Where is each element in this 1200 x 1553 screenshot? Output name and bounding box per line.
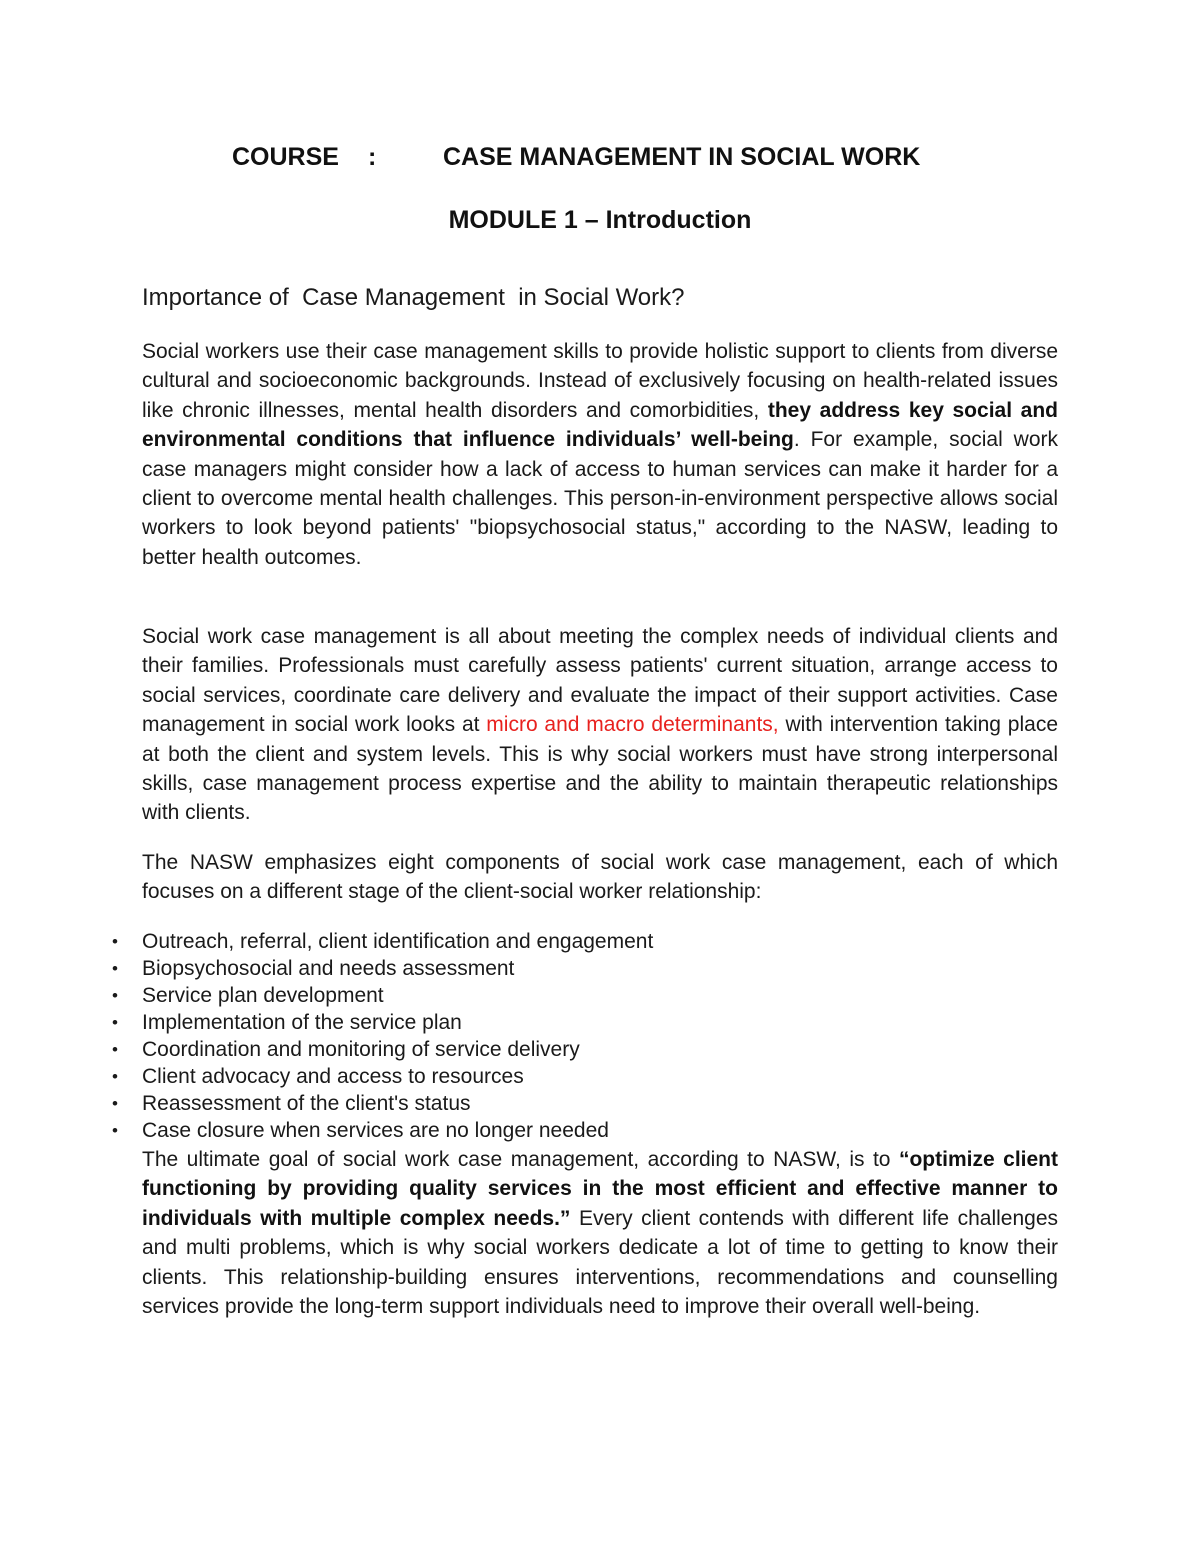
paragraph-nasw-components [142,848,1058,907]
list-item-text: Client advocacy and access to resources [142,1065,524,1088]
paragraph-bold-text: they address key social and environmental conditions that influence individuals’ well-being [142,398,1059,452]
paragraph-text: The NASW emphasizes eight components of social work case management, each of which focuses on a different stage of the client-social worker relationship: [142,851,1058,904]
bullet-icon: • [112,986,118,1005]
paragraph-text: with intervention taking place at both the client and system levels. This is why social workers must have strong interpersonal skills, case management process expertise and the ability to maintain therapeutic relationships with clients. [142,713,1058,825]
bullet-icon: • [112,959,118,978]
paragraph-text: . For example, social work case managers might consider how a lack of access to human services can make it harder for a client to overcome mental health challenges. This person-in-environment perspective allows social workers to look beyond patients' "biopsychosocial status," according to the NASW, leading to better health outcomes. [142,428,1058,569]
paragraph-text: Social work case management is all about meeting the complex needs of individual clients and their families. Professionals must carefully assess patients' current situation, arrange access to social services, coordinate care delivery and evaluate the impact of their support activities. Case management in social work looks at [142,625,1058,737]
list-item-text: Reassessment of the client's status [142,1092,471,1115]
list-item [0,1117,1200,1144]
list-item-text: Service plan development [142,984,384,1007]
list-item-text: Biopsychosocial and needs assessment [142,957,515,980]
bullet-icon: • [112,1121,118,1140]
bullet-icon: • [112,1013,118,1032]
bullet-icon: • [112,1040,118,1059]
list-item [0,982,1200,1009]
paragraph-holistic-support [142,337,1058,572]
bullet-icon: • [112,932,118,951]
paragraph-complex-needs [142,622,1058,828]
list-item [0,1036,1200,1063]
bullet-icon: • [112,1094,118,1113]
course-colon: : [368,143,377,171]
course-title: CASE MANAGEMENT IN SOCIAL WORK [443,143,921,171]
list-item [0,955,1200,982]
list-item [0,1090,1200,1117]
list-item-text: Coordination and monitoring of service delivery [142,1038,580,1061]
paragraph-text: Every client contends with different life challenges and multi problems, which is why social workers dedicate a lot of time to getting to know their clients. This relationship-building ensures interventions, recommendations and counselling services provide the long-term support individuals need to improve their overall well-being. [142,1206,1059,1319]
section-heading: Importance of Case Management in Social Work? [142,284,685,311]
paragraph-text: Social workers use their case management skills to provide holistic support to clients from diverse cultural and socioeconomic backgrounds. Instead of exclusively focusing on health-related issues like chronic illnesses, mental health disorders and comorbidities, [142,340,1058,422]
paragraph-ultimate-goal [142,1145,1058,1321]
list-item-text: Implementation of the service plan [142,1011,462,1034]
list-item-text: Outreach, referral, client identification and engagement [142,930,654,953]
paragraph-text: The ultimate goal of social work case management, according to NASW, is to [142,1148,899,1171]
list-item [0,1009,1200,1036]
components-list [0,928,1200,1144]
module-title: MODULE 1 – Introduction [448,206,752,234]
list-item-text: Case closure when services are no longer needed [142,1119,609,1142]
course-label: COURSE [232,143,339,171]
highlighted-red-text: micro and macro determinants, [486,713,779,737]
bullet-icon: • [112,1067,118,1086]
list-item [0,1063,1200,1090]
list-item [0,928,1200,955]
paragraph-bold-quote: “optimize client functioning by providing quality services in the most efficient and effective manner to individuals with multiple complex needs.” [142,1148,1058,1230]
